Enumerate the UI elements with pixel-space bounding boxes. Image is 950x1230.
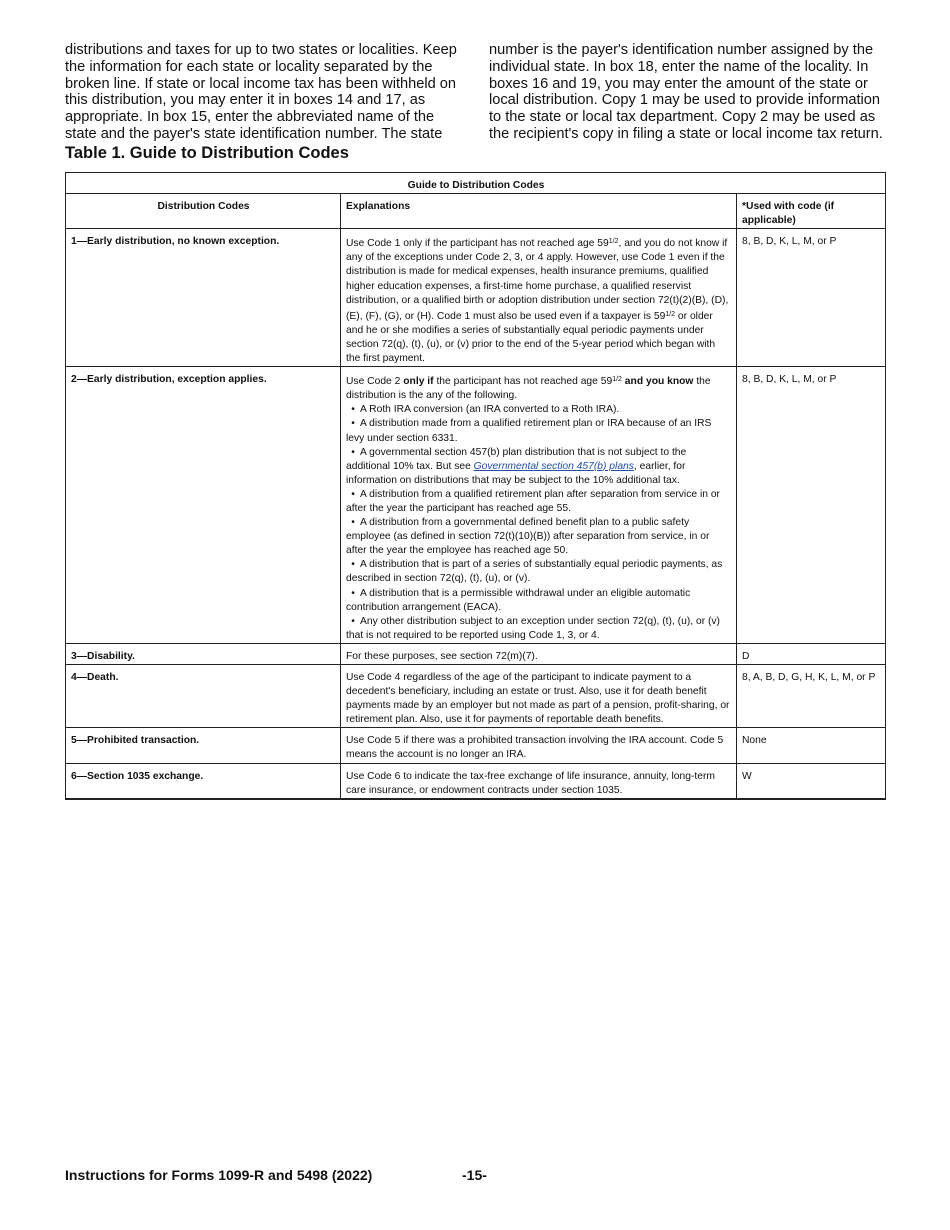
table-row: [66, 763, 886, 799]
list-item: • Any other distribution subject to an exception under section 72(q), (t), (u), or (v) that is not required to be reported using Code 1, 3, or 4.: [346, 615, 732, 643]
code-cell: 2—Early distribution, exception applies.: [66, 367, 341, 644]
code-cell: 5—Prohibited transaction.: [66, 728, 341, 763]
explanation-cell: Use Code 4 regardless of the age of the participant to indicate payment to a decedent's beneficiary, including an estate or trust. Also, use it for death benefit payments made by an employer but not made as part of a pension, profit-sharing, or retirement plan. Also, use it for payments of reportable death benefits.: [341, 665, 737, 728]
list-item: • A distribution that is part of a series of substantially equal periodic payments, as described in section 72(q), (t), (u), or (v).: [346, 558, 732, 586]
list-item: • A distribution from a governmental defined benefit plan to a public safety employee (as defined in section 72(t)(10)(B)) after separation from service, in or after the year the employee has reached age 50.: [346, 516, 732, 558]
used-with-cell: 8, B, D, K, L, M, or P: [737, 229, 886, 367]
table-row: [66, 643, 886, 664]
governmental-457b-link[interactable]: Governmental section 457(b) plans: [473, 460, 634, 472]
used-with-cell: None: [737, 728, 886, 763]
intro-right-column: number is the payer's identification number assigned by the individual state. In box 18, enter the name of the locality. In boxes 16 and 19, you may enter the amount of the state or local distribution. Copy 1 may be used to provide information to the state or local tax department. Copy 2 may be used as the recipient's copy in filing a state or local income tax return.: [489, 42, 883, 142]
code-cell: 6—Section 1035 exchange.: [66, 763, 341, 799]
list-item: • A distribution from a qualified retirement plan after separation from service in or after the year the participant has reached age 55.: [346, 488, 732, 516]
table-row: [66, 665, 886, 728]
list-item: • A distribution made from a qualified retirement plan or IRA because of an IRS levy under section 6331.: [346, 417, 732, 445]
list-item: • A Roth IRA conversion (an IRA converted to a Roth IRA).: [346, 403, 732, 417]
code-cell: 4—Death.: [66, 665, 341, 728]
used-with-cell: 8, A, B, D, G, H, K, L, M, or P: [737, 665, 886, 728]
explanation-cell: Use Code 2 only if the participant has not reached age $59^{1/2}$ and you know the distribution is the any of the following. • A Roth IRA conversion (an IRA converted to a Roth IRA). • A distribution made from a qualified retirement plan or IRA because of an IRS levy under section 6331. • A governmental section 457(b) plan distribution that is not subject to the additional 10% tax. But see Governmental section 457(b) plans, earlier, for information on distributions that may be subject to the 10% additional tax. • A distribution from a qualified retirement plan after separation from service in or after the year the participant has reached age 55. • A distribution from a governmental defined benefit plan to a public safety employee (as defined in section 72(t)(10)(B)) after separation from service, in or after the year the employee has reached age 50. • A distribution that is part of a series of substantially equal periodic payments, as described in section 72(q), (t), (u), or (v). • A distribution that is a permissible withdrawal under an eligible automatic contribution arrangement (EACA). • Any other distribution subject to an exception under section 72(q), (t), (u), or (v) that is not required to be reported using Code 1, 3, or 4.: [341, 367, 737, 644]
table-heading: Table 1. Guide to Distribution Codes: [65, 144, 349, 162]
footer-title: Instructions for Forms 1099-R and 5498 (2022): [65, 1167, 373, 1183]
list-item: • A distribution that is a permissible withdrawal under an eligible automatic contribution arrangement (EACA).: [346, 587, 732, 615]
table-caption: Guide to Distribution Codes: [66, 173, 886, 194]
column-header-used-with: *Used with code (if applicable): [737, 194, 886, 229]
code-cell: 3—Disability.: [66, 643, 341, 664]
list-item: • A governmental section 457(b) plan distribution that is not subject to the additional 10% tax. But see Governmental section 457(b) plans, earlier, for information on distributions that may be subject to the 10% additional tax.: [346, 446, 732, 488]
code-cell: 1—Early distribution, no known exception.: [66, 229, 341, 367]
column-header-explanations: Explanations: [341, 194, 737, 229]
used-with-cell: D: [737, 643, 886, 664]
explanation-cell: Use Code 6 to indicate the tax-free exchange of life insurance, annuity, long-term care insurance, or endowment contracts under section 1035.: [341, 763, 737, 799]
explanation-cell: Use Code 1 only if the participant has not reached age $59^{1/2}$, and you do not know if any of the exceptions under Code 2, 3, or 4 apply. However, use Code 1 even if the distribution is made for medical expenses, health insurance premiums, qualified higher education expenses, a first-time home purchase, a qualified reservist distribution, or a qualified birth or adoption distribution under section 72(t)(2)(B), (D), (E), (F), (G), or (H). Code 1 must also be used even if a taxpayer is $59^{1/2}$ or older and he or she modifies a series of substantially equal periodic payments under section 72(q), (t), (u), or (v) prior to the end of the 5-year period which began with the first payment.: [341, 229, 737, 367]
table-row: [66, 229, 886, 367]
distribution-codes-table: [65, 172, 886, 800]
intro-left-column: distributions and taxes for up to two states or localities. Keep the information for each state or locality separated by the broken line. If state or local income tax has been withheld on this distribution, you may enter it in boxes 14 and 17, as appropriate. In box 15, enter the abbreviated name of the state and the payer's state identification number. The state: [65, 42, 457, 142]
page-number: -15-: [462, 1167, 487, 1183]
table-row: [66, 367, 886, 644]
used-with-cell: 8, B, D, K, L, M, or P: [737, 367, 886, 644]
column-header-codes: Distribution Codes: [66, 194, 341, 229]
used-with-cell: W: [737, 763, 886, 799]
table-row: [66, 728, 886, 763]
explanation-cell: For these purposes, see section 72(m)(7).: [341, 643, 737, 664]
explanation-cell: Use Code 5 if there was a prohibited transaction involving the IRA account. Code 5 means the account is no longer an IRA.: [341, 728, 737, 763]
